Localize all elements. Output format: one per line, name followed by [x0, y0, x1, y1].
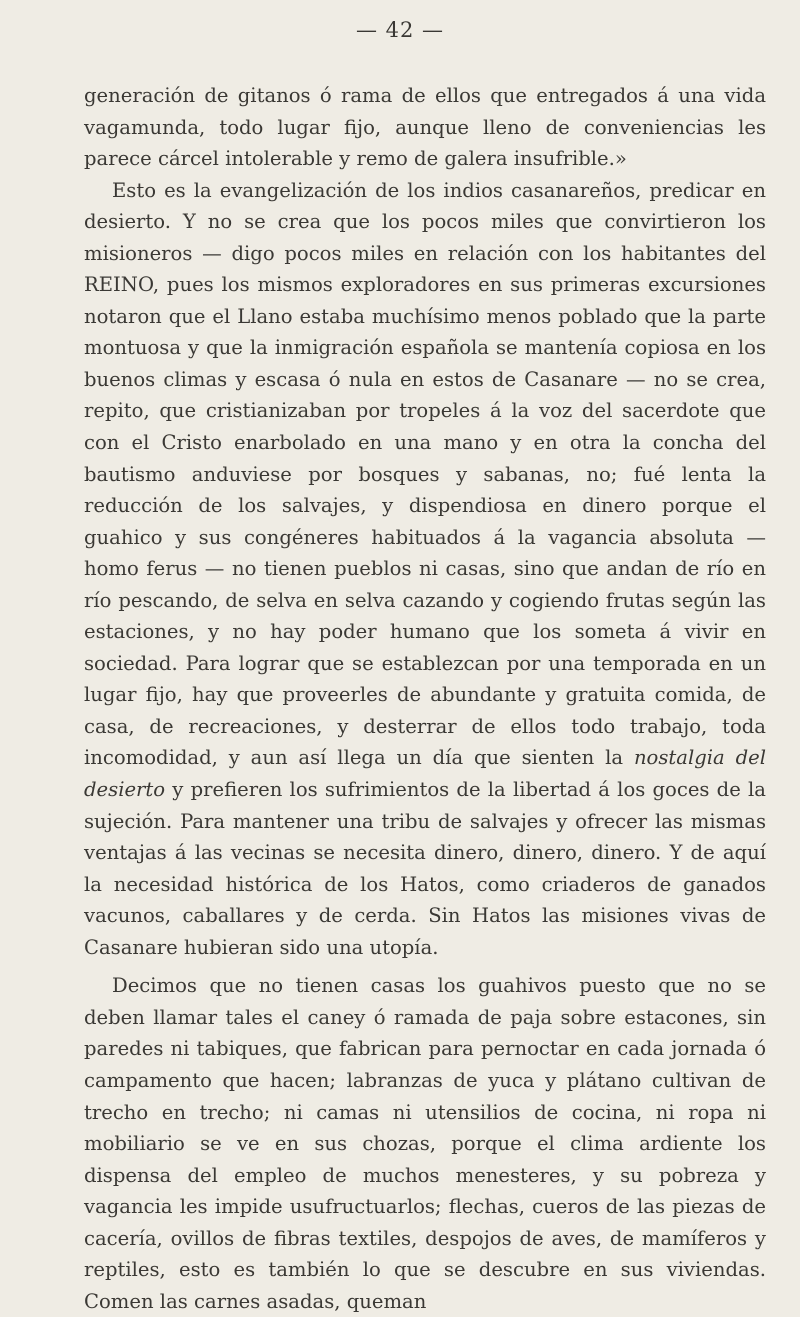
paragraph-2-main: Esto es la evangelización de los indios casanareños, predicar en desierto. Y no se crea que los pocos miles que convirtieron los misioneros — digo pocos miles en relación con los habitantes del REINO, pues los mismos exploradores en sus primeras excursiones notaron que el Llano estaba muchísimo menos poblado que la parte montuosa y que la inmigración española se mantenía copiosa en los buenos climas y escasa ó nula en estos de Casanare — no se crea, repito, que cristianizaban por tropeles á la voz del sacerdote que con el Cristo enarbolado en una mano y en otra la concha del bautismo anduviese por bosques y sabanas, no; fué lenta la reducción de los salvajes, y dispendiosa en dinero porque el guahico y sus congéneres habituados á la vagancia absoluta — homo ferus — no tienen pueblos ni casas, sino que andan de río en río pescando, de selva en selva cazando y cogiendo frutas según las estaciones, y no hay poder humano que los someta á vivir en sociedad. Para lograr que se establezcan por una temporada en un lugar fijo, hay que proveerles de abundante y gratuita comida, de casa, de recreaciones, y desterrar de ellos todo trabajo, toda incomodidad, y aun así llega un día que sienten la — [84, 178, 766, 770]
paragraph-2-tail: y prefieren los sufrimientos de la libertad á los goces de la sujeción. Para mantener una tribu de salvajes y ofrecer las mismas ventajas á las vecinas se necesita dinero, dinero, dinero. Y de aquí la necesidad histórica de los Hatos, como criaderos de ganados vacunos, caballares y de cerda. Sin Hatos las misiones vivas de Casanare hubieran sido una utopía. — [84, 778, 766, 959]
paragraph-1: generación de gitanos ó rama de ellos que entregados á una vida vagamunda, todo lugar fijo, aunque lleno de conveniencias les parece cárcel intolerable y remo de galera insufrible.» — [84, 84, 766, 171]
body-text — [84, 80, 766, 1317]
italic-phrase: nostalgia del desierto — [84, 746, 766, 802]
page-number: — 42 — — [355, 18, 445, 42]
paragraph-3: Decimos que no tienen casas los guahivos puesto que no se deben llamar tales el caney ó ramada de paja sobre estacones, sin paredes ni tabiques, que fabrican para pernoctar en cada jornada ó campamento que hacen; labranzas de yuca y plátano cultivan de trecho en trecho; ni camas ni utensilios de cocina, ni ropa ni mobiliario se ve en sus chozas, porque el clima ardiente los dispensa del empleo de muchos menesteres, y su pobreza y vagancia les impide usufructuarlos; flechas, cueros de las piezas de cacería, ovillos de fibras textiles, despojos de aves, de mamíferos y reptiles, esto es también lo que se descubre en sus viviendas. Comen las carnes asadas, queman — [84, 974, 766, 1313]
paragraph-2 — [84, 175, 766, 964]
